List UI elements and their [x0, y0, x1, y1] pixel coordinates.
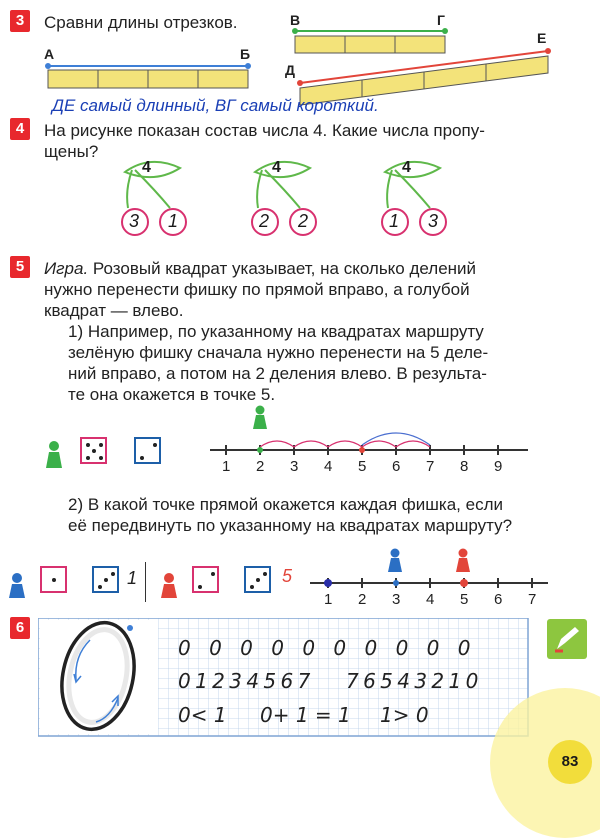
blue-pawn-icon [387, 548, 403, 574]
red-answer: 5 [282, 566, 293, 586]
axis1-tick: 8 [460, 458, 469, 475]
blue-answer: 1 [127, 568, 138, 588]
label-d: Д [285, 62, 295, 78]
task5-line1-text: Розовый квадрат указывает, на сколько делений [92, 259, 477, 278]
task-number-badge: 6 [10, 617, 30, 639]
axis2-tick: 2 [358, 591, 367, 608]
axis1-tick: 5 [358, 458, 367, 475]
copy-row-zeros: 0 0 0 0 0 0 0 0 0 0 [178, 636, 473, 660]
axis1-tick: 1 [222, 458, 231, 475]
task-number-badge: 3 [10, 10, 30, 32]
axis2-tick: 5 [460, 591, 469, 608]
label-b: Б [240, 46, 251, 62]
blue-dice-three [92, 566, 119, 593]
label-a: А [44, 46, 55, 62]
task3-prompt: Сравни длины отрезков. [44, 13, 238, 32]
task5-line2: нужно перенести фишку по прямой вправо, а голубой [44, 280, 470, 299]
label-g: Г [437, 12, 445, 28]
copy-row-forward: 0 1 2 3 4 5 6 7 [178, 669, 311, 693]
task5-p1-line4: те она окажется в точке 5. [68, 385, 276, 404]
task5-p2-line1: 2) В какой точке прямой окажется каждая фишка, если [68, 495, 503, 514]
blue-pawn-icon [8, 572, 26, 600]
axis2-tick: 4 [426, 591, 435, 608]
axis1-tick: 9 [494, 458, 503, 475]
task-number-badge: 5 [10, 256, 30, 278]
blue-dice-three-b [244, 566, 271, 593]
pencil-icon [547, 619, 587, 659]
task5-p1-line1: 1) Например, по указанному на квадратах маршруту [68, 322, 484, 341]
axis2-tick: 7 [528, 591, 537, 608]
axis1-tick: 7 [426, 458, 435, 475]
copy-row-plus: 0+ 1 = 1 [260, 703, 351, 727]
number-composition-figure [0, 150, 600, 250]
pink-dice-five [80, 437, 107, 464]
red-pawn-icon [455, 548, 471, 574]
task5-line3: квадрат — влево. [44, 301, 184, 320]
task4-prompt-line2: щены? [44, 142, 99, 161]
axis1-tick: 4 [324, 458, 333, 475]
page-number: 83 [548, 740, 592, 784]
pink-dice-one [40, 566, 67, 593]
tree3-top: 4 [402, 159, 411, 176]
task5-p1-line2: зелёную фишку сначала нужно перенести на 5 деле- [68, 343, 489, 362]
tree1-top: 4 [142, 159, 151, 176]
tree1-left: 3 [129, 211, 140, 231]
number-line-2 [310, 545, 550, 595]
green-pawn-icon [44, 440, 64, 470]
task4-prompt-line1: На рисунке показан состав числа 4. Какие числа пропу- [44, 121, 485, 140]
axis2-tick: 3 [392, 591, 401, 608]
task5-p1-line3: ний вправо, а потом на 2 деления влево. В результа- [68, 364, 487, 383]
axis2-tick: 6 [494, 591, 503, 608]
label-e: Е [537, 30, 547, 46]
tree2-left: 2 [259, 211, 270, 231]
task-number-badge: 4 [10, 118, 30, 140]
divider [145, 562, 146, 602]
copy-row-greater: 1> 0 [380, 703, 429, 727]
task5-line1 [44, 258, 476, 279]
axis2-tick: 1 [324, 591, 333, 608]
tree3-left: 1 [389, 211, 400, 231]
task3-answer: ДЕ самый длинный, ВГ самый короткий. [52, 96, 379, 115]
blue-dice-two [134, 437, 161, 464]
pink-dice-two [192, 566, 219, 593]
axis1-tick: 6 [392, 458, 401, 475]
tree2-top: 4 [272, 159, 281, 176]
game-label: Игра. [44, 259, 89, 278]
green-pawn-icon [252, 405, 268, 431]
tree1-right: 1 [168, 211, 179, 231]
axis1-tick: 2 [256, 458, 265, 475]
copy-row-backward: 7 6 5 4 3 2 1 0 [346, 669, 479, 693]
red-pawn-icon [160, 572, 178, 600]
tree3-right: 3 [428, 211, 439, 231]
task5-p2-line2: её передвинуть по указанному на квадратах маршруту? [68, 516, 513, 535]
label-v: В [290, 12, 301, 28]
axis1-tick: 3 [290, 458, 299, 475]
tree2-right: 2 [298, 211, 309, 231]
copy-row-less: 0< 1 [178, 703, 227, 727]
